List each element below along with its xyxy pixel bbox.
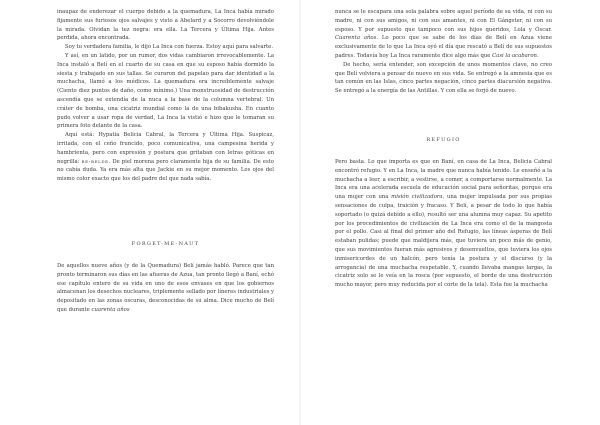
text-run: Pero basta. Lo que importa es que en Baní, en casa de La Inca, Belicia Cabral encontró refugio. Y en La Inca, la madre que nunca había tenido. Le enseñó a la muchacha a leer, a escribir, a vestirse, a comer, a comportarse normalmente. La Inca era una acelerada escuela de educación social para señoritas, porque era una mujer con una xyxy=(335,158,552,201)
emphasis: cuarenta años xyxy=(91,306,130,313)
text-run: Aquí está: Hypatia Belicia Cabral, la Tercera y Última Hija. Suspicaz, irritada, con el ceño fruncido, poco comunicativa, una campesina herida y hambrienta, pero con expresión y postura que gritaban con letras góticas en negrilla: xyxy=(57,132,274,165)
emphasis: Casi la acabaron xyxy=(492,52,537,59)
paragraph xyxy=(335,8,552,61)
paragraph xyxy=(57,262,274,315)
emphasis: misión civilizadora xyxy=(391,194,443,201)
text-run: De aquellos nueve años (y de la Quemadura) Belí jamás habló. Parece que tan pronto terminaron sus días en las afueras de Azua, tan pronto llegó a Baní, echó ese capítulo entero de su vida en uno de esos envases en que los gobiernos almacenan los desechos nucleares, triplemente sellado por líneres industriales y depositado en las zonas oscuras, desconocidas de su alma. Dice mucho de Belí que durante xyxy=(57,262,274,313)
emphasis: Cuarenta años xyxy=(335,35,377,42)
section-title: FORGET-ME-NAUT xyxy=(131,240,200,247)
text-run: . Lo poco que se sabe de los días de Belí en Azua viene exclusivamente de lo que La Inca oyó el día que rescató a Belí de sus supuestos padres. Todavía hoy La Inca raramente dice algo más que xyxy=(335,35,552,59)
paragraph: inaupaz de enderezar el cuerpo debido a la quemadura, La Inca había mirado fijamente sus furiosos ojos salvajes y visto a Abelard y a Socorro devolviéndole la mirada. Olvidan la tez negra: era ella. La Tercera y Última Hija. Antes perdida, ahora encontrada. xyxy=(57,9,274,42)
text-run: . De piel morena pero claramente hija de su familia. De esto no cabía duda. Ya era más alta que Jackie en su mejor momento. Los ojos del mismo color exacto que los del padre del que nada sabía. xyxy=(57,158,274,183)
paragraph: Y así, en un latido, por un rumor, dos vidas cambiaron irrevocablemente. La Inca instaló a Belí en el cuarto de su casa en que su esposo había dormido la siesta y trabajado en sus tallas. Se curaron del papelao para dar identidad a la muchacha, llamó a los médicos. La quemadura era increíblemente salvaje (Ciento diez puntos de daño, como mínimo.) Una monstruosidad de destrucción ascendía que se extendía de la nuca a la base de la columna vertebral. Un cráter de bomba, una cicatriz mundial como la de una bibakusha. En cuanto pudo volver a usar ropa de verdad, La Inca la vistió e hizo que le tomaran su primera foto delante de la casa. xyxy=(57,52,274,130)
paragraph xyxy=(57,131,274,184)
section-title: REFUGIO xyxy=(426,136,461,143)
paragraph xyxy=(335,158,552,290)
text-run: , una mujer impulsada por sus propias sensaciones de culpa, traición y fracaso. Y Belí, a pesar de todo lo que había soportado (o quizá debido a ello), resultó ser una alumna muy capaz. Su apetito por los procedimientos de civilización de La Inca era como el de la mangosta por el pollo. Casi al final del primer año del Refugio, las líneas ásperas de Belí estaban pulidas; puede que maldijera más, que tuviera un poco más de genio, que sus movimientos fueran más agresivos y desenvueltos, que tuviera los ojos inmisericordes de un halcón, pero tenía la postura y el discurso (y la arrogancia) de una muchacha respetable. Y, cuando llevaba mangas largas, la cicatriz solo se le veía en la rosca (por supuesto, el borde de una destrucción mucho mayor, pero muy reducida por el corte de la tela). Esta fue la muchacha xyxy=(335,194,552,289)
left-page xyxy=(57,8,274,423)
text-run: . xyxy=(536,52,539,59)
paragraph: Soy tu verdadera familia, le dijo La Inca con fuerza. Estoy aquí para salvarte. xyxy=(65,44,274,51)
text-run: nunca se le escapara una sola palabra sobre aquel período de su vida, ni con su madre, ni con sus amigos, ni con sus amantes, ni con El Gángster, ni con su esposo. Y por supuesto que tampoco con sus hijos queridos, Lola y Óscar. xyxy=(335,9,552,33)
right-page xyxy=(335,8,552,423)
paragraph: De hecho, sería entender, son excepción de unos momentos clave, no creo que Belí volviera a pensar de nuevo en sus vida. Se entregó a la amnesia que es tan común en las Islas, cinco partes negación, cinco partes diacursión negativa. Se entregó a la energía de las Antillas. Y con ella se forjó de nuevo. xyxy=(335,61,552,95)
small-caps-word: re-belde xyxy=(81,158,109,165)
page-gutter xyxy=(299,0,301,425)
